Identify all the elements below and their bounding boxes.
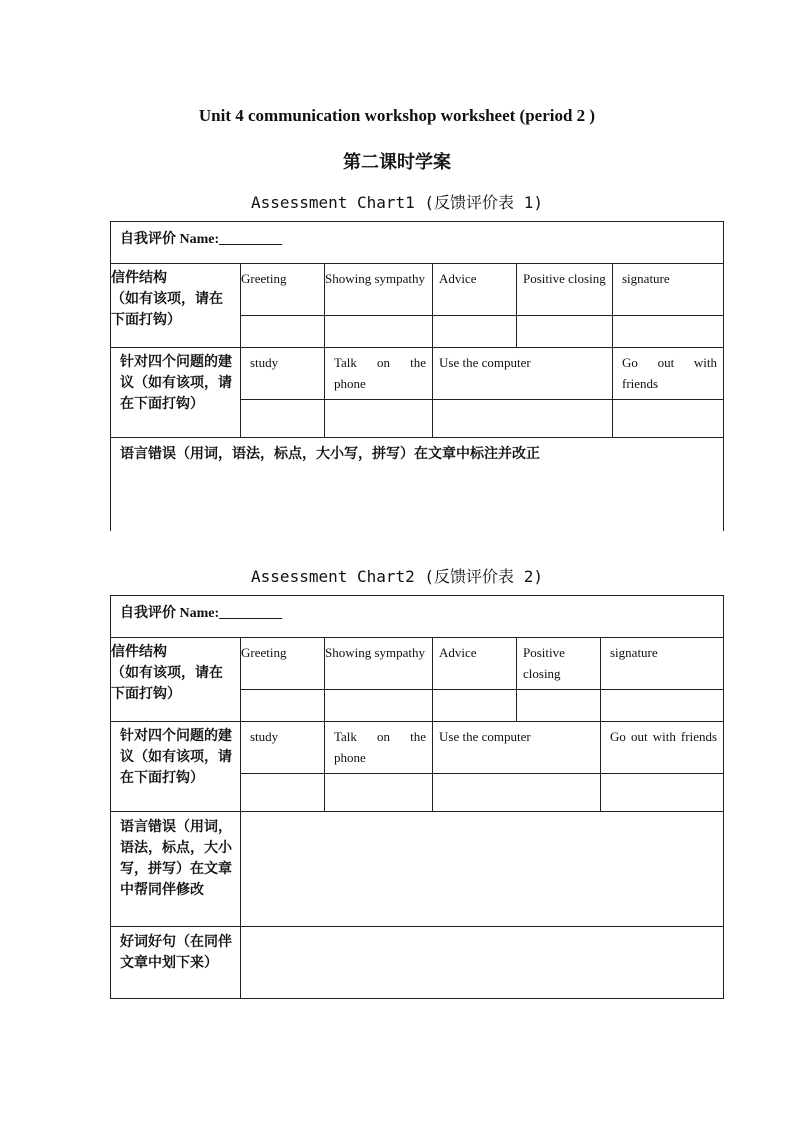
language-errors-label: 语言错误（用词，语法，标点，大小写，拼写）在文章中帮同伴修改: [111, 812, 241, 927]
check-showing-sympathy[interactable]: [325, 690, 433, 722]
structure-item-advice: Advice: [433, 264, 517, 316]
check-talk-on-phone[interactable]: [325, 774, 433, 812]
chart2-title: Assessment Chart2 (反馈评价表 2): [251, 567, 543, 586]
structure-item-signature: signature: [613, 264, 724, 316]
structure-item-signature: signature: [601, 638, 724, 690]
structure-item-greeting: Greeting: [241, 638, 325, 690]
check-study[interactable]: [241, 774, 325, 812]
good-words-label: 好词好句（在同伴文章中划下来）: [111, 927, 241, 999]
self-eval-name-field[interactable]: 自我评价 Name:_________: [111, 596, 724, 638]
check-use-computer[interactable]: [433, 400, 613, 438]
advice-item-go-out: Go out with friends: [613, 348, 724, 400]
structure-item-showing-sympathy: Showing sympathy: [325, 264, 433, 316]
check-showing-sympathy[interactable]: [325, 316, 433, 348]
self-eval-name-field[interactable]: 自我评价 Name:_________: [111, 222, 724, 264]
advice-item-talk-on-phone: Talk on the phone: [325, 722, 433, 774]
structure-item-positive-closing: Positive closing: [517, 638, 601, 690]
check-positive-closing[interactable]: [517, 316, 613, 348]
worksheet-subtitle: 第二课时学案: [343, 152, 451, 172]
check-greeting[interactable]: [241, 316, 325, 348]
structure-item-greeting: Greeting: [241, 264, 325, 316]
advice-item-go-out: Go out with friends: [601, 722, 724, 774]
good-words-field[interactable]: [241, 927, 724, 999]
structure-label: 信件结构 （如有该项，请在下面打钩）: [111, 638, 241, 722]
check-talk-on-phone[interactable]: [325, 400, 433, 438]
check-study[interactable]: [241, 400, 325, 438]
check-signature[interactable]: [613, 316, 724, 348]
advice-label: 针对四个问题的建议（如有该项，请在下面打钩）: [111, 348, 241, 438]
language-errors-field[interactable]: [241, 812, 724, 927]
check-signature[interactable]: [601, 690, 724, 722]
structure-item-positive-closing: Positive closing: [517, 264, 613, 316]
check-use-computer[interactable]: [433, 774, 601, 812]
assessment-chart-1: [110, 221, 724, 531]
check-advice[interactable]: [433, 690, 517, 722]
advice-item-study: study: [241, 348, 325, 400]
advice-item-talk-on-phone: Talk on the phone: [325, 348, 433, 400]
structure-item-advice: Advice: [433, 638, 517, 690]
structure-label: 信件结构 （如有该项，请在下面打钩）: [111, 264, 241, 348]
advice-item-study: study: [241, 722, 325, 774]
advice-item-use-computer: Use the computer: [433, 348, 613, 400]
advice-label: 针对四个问题的建议（如有该项，请在下面打钩）: [111, 722, 241, 812]
structure-item-showing-sympathy: Showing sympathy: [325, 638, 433, 690]
check-advice[interactable]: [433, 316, 517, 348]
advice-item-use-computer: Use the computer: [433, 722, 601, 774]
check-greeting[interactable]: [241, 690, 325, 722]
check-positive-closing[interactable]: [517, 690, 601, 722]
check-go-out[interactable]: [613, 400, 724, 438]
worksheet-title: Unit 4 communication workshop worksheet (period 2 ): [198, 106, 596, 125]
language-errors-field[interactable]: 语言错误（用词，语法，标点，大小写，拼写）在文章中标注并改正: [111, 438, 724, 531]
check-go-out[interactable]: [601, 774, 724, 812]
chart1-title: Assessment Chart1 (反馈评价表 1): [251, 193, 543, 212]
assessment-chart-2: [110, 595, 724, 999]
